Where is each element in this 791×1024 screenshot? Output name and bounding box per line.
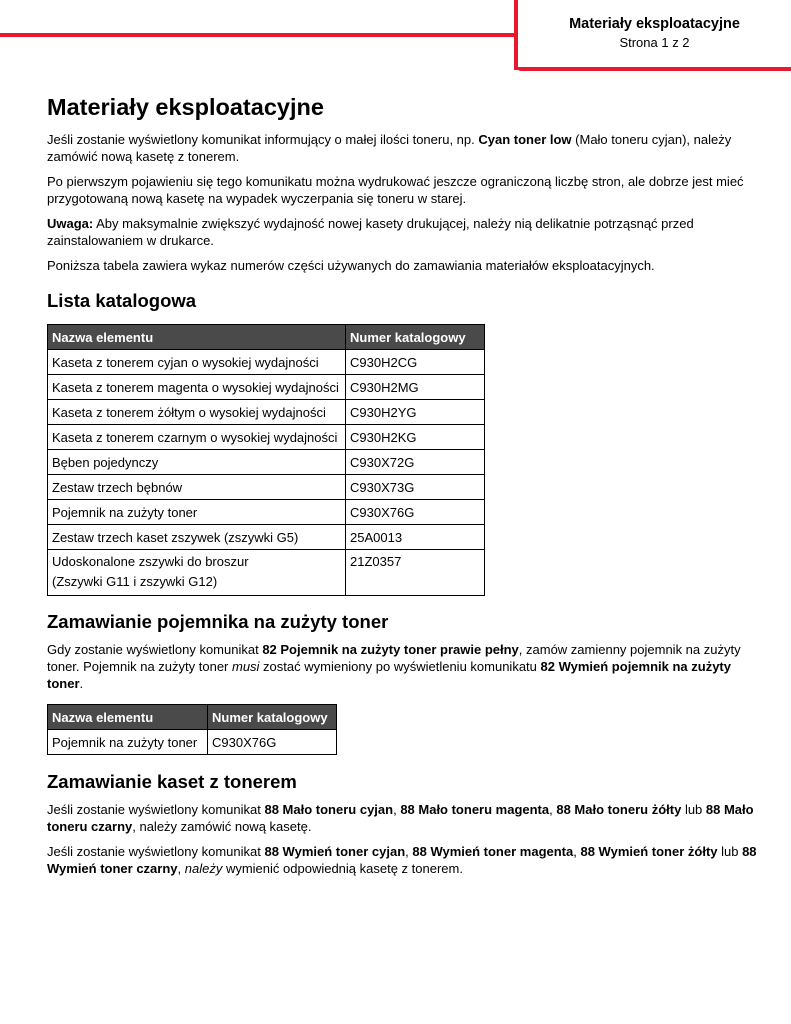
- table-row: Zestaw trzech bębnów C930X73G: [48, 475, 485, 500]
- intro-paragraph-1: Jeśli zostanie wyświetlony komunikat informujący o małej ilości toneru, np. Cyan toner low (Mało toneru cyjan), należy zamówić nową kasetę z tonerem.: [47, 132, 732, 164]
- header-rule-left: [0, 33, 518, 37]
- page-title: Materiały eksploatacyjne: [47, 94, 324, 120]
- document-body: [47, 93, 757, 877]
- column-header-name: Nazwa elementu: [48, 705, 208, 730]
- toner-paragraph-2: Jeśli zostanie wyświetlony komunikat 88 Wymień toner cyjan, 88 Wymień toner magenta, 88 Wymień toner żółty lub 88 Wymień toner czarny, należy wymienić odpowiednią kasetę z tonerem.: [47, 844, 757, 876]
- note-paragraph: Uwaga: Aby maksymalnie zwiększyć wydajność nowej kasety drukującej, należy nią delikatnie potrząsnąć przed zainstalowaniem w drukarce.: [47, 216, 694, 248]
- toner-paragraph-1: Jeśli zostanie wyświetlony komunikat 88 Mało toneru cyjan, 88 Mało toneru magenta, 88 Mało toneru żółty lub 88 Mało toneru czarny, należy zamówić nową kasetę.: [47, 802, 754, 834]
- table-row: Zestaw trzech kaset zszywek (zszywki G5) 25A0013: [48, 525, 485, 550]
- column-header-number: Numer katalogowy: [208, 705, 337, 730]
- table-header-row: [48, 325, 485, 350]
- table-row: Udoskonalone zszywki do broszur (Zszywki G11 i zszywki G12) 21Z0357: [48, 550, 485, 596]
- waste-toner-table: [47, 704, 337, 755]
- table-header-row: [48, 705, 337, 730]
- table-row: Kaseta z tonerem cyjan o wysokiej wydajności C930H2CG: [48, 350, 485, 375]
- header-page-number: Strona 1 z 2: [619, 35, 690, 50]
- table-row: Kaseta z tonerem magenta o wysokiej wydajności C930H2MG: [48, 375, 485, 400]
- column-header-name: Nazwa elementu: [48, 325, 346, 350]
- table-row: Pojemnik na zużyty toner C930X76G: [48, 730, 337, 755]
- table-row: Bęben pojedynczy C930X72G: [48, 450, 485, 475]
- table-row: Kaseta z tonerem żółtym o wysokiej wydajności C930H2YG: [48, 400, 485, 425]
- column-header-number: Numer katalogowy: [346, 325, 485, 350]
- waste-toner-heading: Zamawianie pojemnika na zużyty toner: [47, 611, 389, 632]
- catalog-heading: Lista katalogowa: [47, 290, 197, 311]
- catalog-table: [47, 324, 485, 596]
- intro-paragraph-2: Po pierwszym pojawieniu się tego komunikatu można wydrukować jeszcze ograniczoną liczbę stron, ale dobrze jest mieć przygotowaną nową kasetę na wypadek wyczerpania się toneru w starej.: [47, 174, 744, 206]
- intro-paragraph-4: Poniższa tabela zawiera wykaz numerów części używanych do zamawiania materiałów eksploatacyjnych.: [47, 258, 655, 273]
- table-row: Kaseta z tonerem czarnym o wysokiej wydajności C930H2KG: [48, 425, 485, 450]
- waste-toner-paragraph: Gdy zostanie wyświetlony komunikat 82 Pojemnik na zużyty toner prawie pełny, zamów zamienny pojemnik na zużyty toner. Pojemnik na zużyty toner musi zostać wymieniony po wyświetleniu komunikatu 82 Wymień pojemnik na zużyty toner.: [47, 642, 741, 691]
- toner-heading: Zamawianie kaset z tonerem: [47, 771, 297, 792]
- header-rule-bottom: [517, 67, 791, 71]
- header-title: Materiały eksploatacyjne: [569, 16, 740, 32]
- table-row: Pojemnik na zużyty toner C930X76G: [48, 500, 485, 525]
